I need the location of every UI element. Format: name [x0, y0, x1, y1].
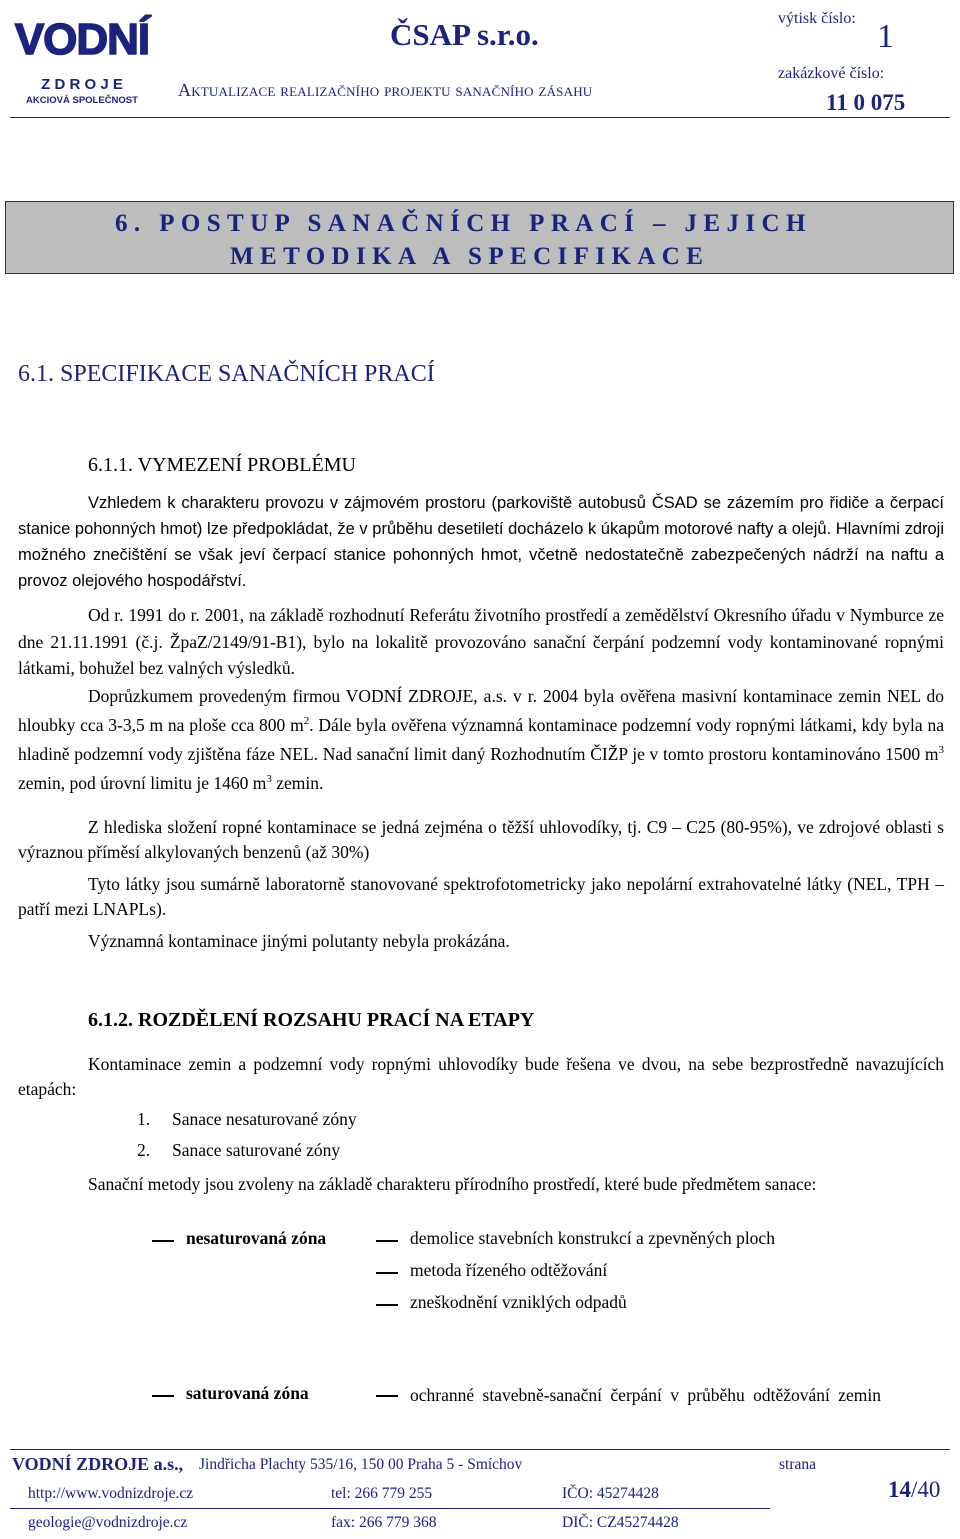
footer-fax: fax: 266 779 368 — [331, 1514, 437, 1531]
footer-tel: tel: 266 779 255 — [331, 1485, 433, 1502]
unsaturated-item-1: demolice stavebních konstrukcí a zpevněných ploch — [410, 1228, 775, 1248]
saturated-zone-label: saturovaná zóna — [186, 1383, 309, 1403]
methods-intro: Sanační metody jsou zvoleny na základě charakteru přírodního prostředí, které bude předmětem sanace: — [88, 1174, 817, 1194]
footer-web-link[interactable]: http://www.vodnizdroje.cz — [28, 1485, 194, 1502]
stage-1-text: Sanace nesaturované zóny — [172, 1109, 357, 1129]
saturated-item-1: ochranné stavebně-sanační čerpání v průběhu odtěžování zemin — [410, 1385, 882, 1405]
company-name: ČSAP s.r.o. — [390, 17, 539, 52]
chapter-title-line1: 6. POSTUP SANAČNÍCH PRACÍ – JEJICH — [115, 210, 812, 237]
paragraph-5: Tyto látky jsou sumárně laboratorně stanovované spektrofotometricky jako nepolární extrahovatelné látky (NEL, TPH – patří mezi LNAPLs). — [18, 874, 944, 919]
subsection-title-1: 6.1.1. VYMEZENÍ PROBLÉMU — [88, 454, 356, 476]
paragraph-3-part-d: zemin. — [271, 772, 324, 793]
header-divider — [10, 117, 950, 118]
paragraph-4: Z hlediska složení ropné kontaminace se jedná zejména o těžší uhlovodíky, tj. C9 – C25 (80-95%), ve zdrojové oblasti s výraznou příměsí alkylovaných benzenů (až 30%) — [18, 817, 944, 862]
subsection-title-2: 6.1.2. ROZDĚLENÍ ROZSAHU PRACÍ NA ETAPY — [88, 1009, 535, 1031]
company-logo — [10, 10, 155, 105]
footer-dic: DIČ: CZ45274428 — [562, 1514, 679, 1531]
paragraph-6: Významná kontaminace jinými polutanty nebyla prokázána. — [88, 931, 510, 951]
logo-letters: Z D R O J E — [41, 76, 123, 93]
unsaturated-item-3: zneškodnění vzniklých odpadů — [410, 1292, 627, 1312]
footer-email-link[interactable]: geologie@vodnizdroje.cz — [28, 1514, 188, 1531]
dash-saturated — [152, 1395, 174, 1397]
stages-intro: Kontaminace zemin a podzemní vody ropnými uhlovodíky bude řešena ve dvou, na sebe bezprostředně navazujících etapách: — [18, 1054, 944, 1099]
logo-word: VODNÍ — [14, 15, 150, 64]
paragraph-1: Vzhledem k charakteru provozu v zájmovém prostoru (parkoviště autobusů ČSAD se zázemím pro řidiče a čerpací stanice pohonných hmot) lze předpokládat, že v průběhu desetiletí docházelo k úkapům motorové nafty a olejů. Hlavními zdroji možného znečištění se však jeví čerpací stanice pohonných hmot, včetně nedostatečně zabezpečených nádrží na naftu a provoz olejového hospodářství. — [18, 494, 944, 590]
page-number — [888, 1477, 940, 1503]
page-current: 14 — [888, 1477, 911, 1502]
dash-unsaturated — [152, 1240, 174, 1242]
stage-2-text: Sanace saturované zóny — [172, 1140, 341, 1160]
footer-divider — [10, 1449, 950, 1450]
paragraph-3-part-c: zemin, pod úrovní limitu je 1460 m — [18, 772, 267, 793]
dash-saturated-item — [376, 1395, 398, 1397]
print-label: výtisk číslo: — [778, 10, 856, 27]
page-label: strana — [779, 1456, 817, 1473]
dash-item-2 — [376, 1272, 398, 1274]
chapter-title-line2: METODIKA A SPECIFIKACE — [230, 243, 710, 270]
paragraph-3 — [18, 684, 944, 795]
page-total: /40 — [911, 1477, 941, 1502]
paragraph-3-sup: 2 — [303, 715, 310, 727]
dash-item-3 — [376, 1304, 398, 1306]
stage-1-number: 1. — [137, 1109, 151, 1129]
paragraph-3-part-b: . Dále byla ověřena významná kontaminace podzemní vody ropnými látkami, kdy byla na hladině podzemní vody zjištěna fáze NEL. Nad sanační limit daný Rozhodnutím ČIŽP je v tomto prostoru kontaminováno 1500 m — [18, 714, 944, 764]
stage-2-number: 2. — [137, 1140, 151, 1160]
section-title: 6.1. SPECIFIKACE SANAČNÍCH PRACÍ — [18, 361, 435, 387]
footer-divider-2 — [10, 1508, 770, 1509]
logo-subtitle: AKCIOVÁ SPOLEČNOST — [26, 95, 138, 105]
project-title: Aktualizace realizačního projektu sanačního zásahu — [178, 80, 593, 100]
order-number: 11 0 075 — [826, 90, 906, 115]
unsaturated-item-2: metoda řízeného odtěžování — [410, 1260, 608, 1280]
paragraph-2: Od r. 1991 do r. 2001, na základě rozhodnutí Referátu životního prostředí a zemědělství Okresního úřadu v Nymburce ze dne 21.11.1991 (č.j. ŽpaZ/2149/91-B1), bylo na lokalitě provozováno sanační čerpání podzemní vody kontaminované ropnými látkami, bohužel bez valných výsledků. — [18, 605, 944, 678]
order-label: zakázkové číslo: — [778, 65, 885, 82]
footer-company: VODNÍ ZDROJE a.s., — [12, 1454, 184, 1474]
footer-ico: IČO: 45274428 — [562, 1485, 659, 1502]
footer-address: Jindřicha Plachty 535/16, 150 00 Praha 5 - Smíchov — [199, 1456, 523, 1473]
dash-item-1 — [376, 1240, 398, 1242]
paragraph-3-sup3: 3 — [266, 772, 272, 785]
paragraph-3-part-a: Doprůzkumem provedeným firmou VODNÍ ZDROJE, a.s. v r. 2004 byla ověřena masivní kontaminace zemin NEL do hloubky cca 3-3,5 m na ploše cca 800 m — [18, 686, 944, 735]
paragraph-3-sup2: 3 — [938, 743, 944, 756]
unsaturated-zone-label: nesaturovaná zóna — [186, 1228, 327, 1248]
print-number: 1 — [877, 18, 894, 55]
